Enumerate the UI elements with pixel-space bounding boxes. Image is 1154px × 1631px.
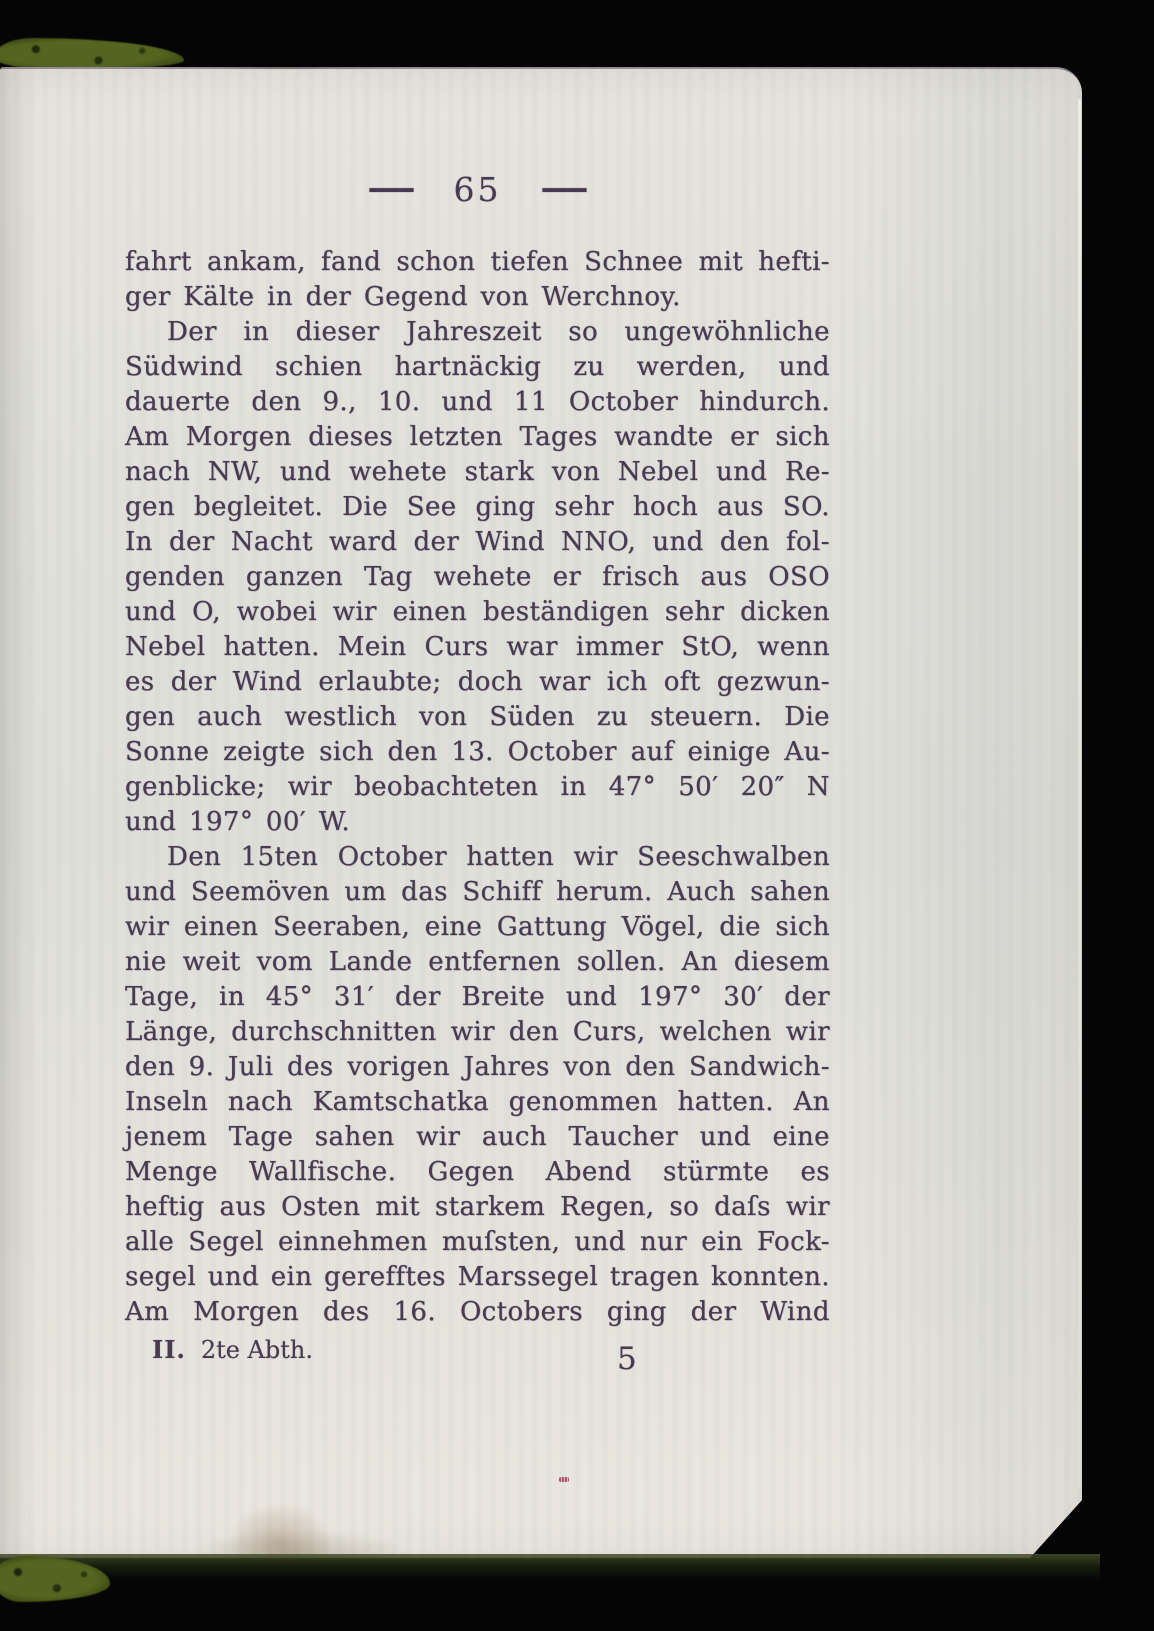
text-line: Inseln nach Kamtschatka genommen hatten. An bbox=[125, 1087, 830, 1117]
paper-edge-highlight bbox=[1078, 99, 1081, 1488]
text-line: dauerte den 9., 10. und 11 October hindurch. bbox=[125, 387, 830, 417]
text-line: heftig aus Osten mit starkem Regen, so daſs wir bbox=[125, 1192, 830, 1222]
bottom-shadow-band bbox=[0, 1554, 1100, 1580]
text-line: In der Nacht ward der Wind NNO, und den fol- bbox=[125, 527, 830, 557]
text-line: Tage, in 45° 31′ der Breite und 197° 30′ der bbox=[125, 982, 830, 1012]
text-line: und 197° 00′ W. bbox=[125, 807, 350, 837]
header-dash-right: — bbox=[539, 167, 589, 207]
text-line: wir einen Seeraben, eine Gattung Vögel, die sich bbox=[125, 912, 830, 942]
text-line: den 9. Juli des vorigen Jahres von den Sandwich- bbox=[125, 1052, 830, 1082]
text-line: ger Kälte in der Gegend von Werchnoy. bbox=[125, 282, 681, 312]
text-line: gen begleitet. Die See ging sehr hoch aus SO. bbox=[125, 492, 830, 522]
text-line: Südwind schien hartnäckig zu werden, und bbox=[125, 352, 830, 382]
text-line: Menge Wallfische. Gegen Abend stürmte es bbox=[125, 1157, 830, 1187]
paper-corner-notch bbox=[1029, 1499, 1083, 1559]
text-line: Länge, durchschnitten wir den Curs, welchen wir bbox=[125, 1017, 830, 1047]
text-line: Der in dieser Jahreszeit so ungewöhnliche bbox=[167, 317, 830, 347]
text-line: fahrt ankam, fand schon tiefen Schnee mit hefti- bbox=[125, 247, 830, 277]
text-line: es der Wind erlaubte; doch war ich oft gezwun- bbox=[125, 667, 830, 697]
text-line: Sonne zeigte sich den 13. October auf einige Au- bbox=[125, 737, 830, 767]
text-line: und Seemöven um das Schiff herum. Auch sahen bbox=[125, 877, 830, 907]
book-page bbox=[0, 67, 1082, 1558]
volume-label: II. bbox=[152, 1335, 186, 1364]
text-line: nie weit vom Lande entfernen sollen. An diesem bbox=[125, 947, 830, 977]
text-line: jenem Tage sahen wir auch Taucher und eine bbox=[125, 1122, 830, 1152]
text-line: Nebel hatten. Mein Curs war immer StO, wenn bbox=[125, 632, 830, 662]
book-cover-edge-top-left bbox=[0, 38, 184, 70]
red-fleck-stain bbox=[559, 1477, 569, 1482]
page-number: 65 bbox=[453, 169, 502, 209]
text-line: genblicke; wir beobachteten in 47° 50′ 20″ N bbox=[125, 772, 830, 802]
text-line: alle Segel einnehmen muſsten, und nur ein Fock- bbox=[125, 1227, 830, 1257]
text-line: segel und ein gerefftes Marssegel tragen konnten. bbox=[125, 1262, 830, 1292]
page-header bbox=[125, 165, 830, 213]
section-label: 2te Abth. bbox=[200, 1336, 313, 1364]
text-line: gen auch westlich von Süden zu steuern. Die bbox=[125, 702, 830, 732]
text-line: nach NW, und wehete stark von Nebel und Re- bbox=[125, 457, 830, 487]
text-line: und O, wobei wir einen beständigen sehr dicken bbox=[125, 597, 830, 627]
text-line: Am Morgen des 16. Octobers ging der Wind bbox=[125, 1297, 830, 1327]
text-line: Den 15ten October hatten wir Seeschwalben bbox=[167, 842, 830, 872]
sheet-signature-number: 5 bbox=[617, 1341, 637, 1377]
header-dash-left: — bbox=[366, 167, 416, 207]
volume-signature bbox=[152, 1335, 313, 1364]
text-line: genden ganzen Tag wehete er frisch aus OSO bbox=[125, 562, 830, 592]
text-line: Am Morgen dieses letzten Tages wandte er sich bbox=[125, 422, 830, 452]
body-text-block bbox=[125, 245, 830, 1330]
